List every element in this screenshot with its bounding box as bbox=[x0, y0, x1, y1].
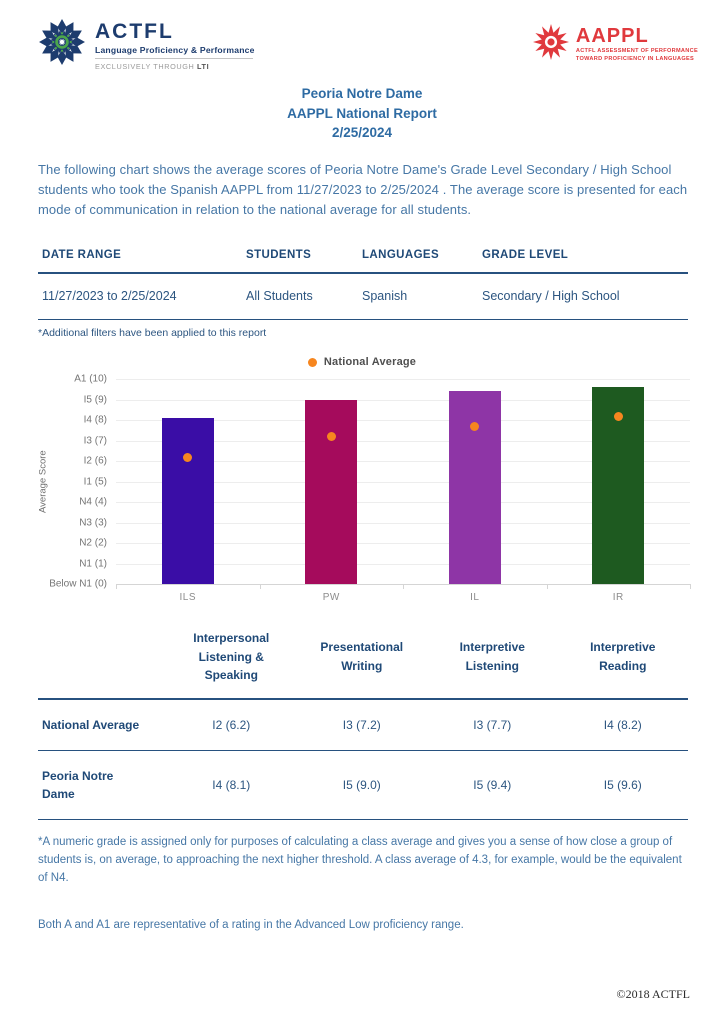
report-title-block bbox=[0, 84, 724, 143]
filters-value-grade-level: Secondary / High School bbox=[482, 289, 620, 304]
y-tick-label: N1 (1) bbox=[79, 558, 107, 570]
legend-label: National Average bbox=[323, 356, 417, 369]
x-category-label: IL bbox=[470, 592, 480, 604]
gridline bbox=[116, 379, 690, 380]
copyright-footer: ©2018 ACTFL bbox=[616, 987, 690, 1001]
summary-value: I5 (9.0) bbox=[342, 778, 381, 793]
actfl-flower-icon bbox=[38, 18, 86, 71]
chart-legend bbox=[0, 356, 724, 368]
y-tick-label: I5 (9) bbox=[83, 394, 107, 406]
filters-header-row bbox=[38, 241, 688, 272]
summary-value: I5 (9.6) bbox=[603, 778, 642, 793]
national-average-dot-icon bbox=[308, 358, 317, 367]
filters-note: *Additional filters have been applied to this report bbox=[38, 327, 267, 340]
page-header bbox=[0, 0, 724, 71]
aappl-logo bbox=[533, 24, 698, 65]
x-axis-tick bbox=[260, 584, 261, 589]
filters-header-grade-level: GRADE LEVEL bbox=[482, 249, 569, 262]
filters-bottom-rule bbox=[38, 319, 688, 320]
national-average-dot bbox=[614, 412, 623, 421]
summary-bottom-rule bbox=[38, 819, 688, 820]
summary-value: I2 (6.2) bbox=[212, 717, 251, 732]
filters-value-row bbox=[38, 274, 688, 319]
y-tick-label: I4 (8) bbox=[83, 414, 107, 426]
report-title-date: 2/25/2024 bbox=[331, 125, 393, 141]
y-tick-label: N2 (2) bbox=[79, 537, 107, 549]
x-axis-tick bbox=[690, 584, 691, 589]
national-average-dot bbox=[327, 432, 336, 441]
filters-value-languages: Spanish bbox=[362, 289, 408, 304]
aappl-tagline: ACTFL ASSESSMENT OF PERFORMANCE TOWARD PROFICIENCY IN LANGUAGES bbox=[575, 47, 698, 62]
filters-header-date-range: DATE RANGE bbox=[42, 249, 122, 262]
y-tick-label: I2 (6) bbox=[83, 455, 107, 467]
bar-ils bbox=[162, 418, 214, 584]
filters-header-languages: LANGUAGES bbox=[362, 249, 440, 262]
y-tick-label: N4 (4) bbox=[79, 496, 107, 508]
x-axis-labels bbox=[116, 592, 690, 603]
chart-body bbox=[36, 373, 690, 590]
filters-value-students: All Students bbox=[246, 289, 313, 304]
summary-col-ir: Interpretive Reading bbox=[590, 640, 656, 673]
y-tick-label: I1 (5) bbox=[83, 476, 107, 488]
x-category-label: IR bbox=[612, 592, 624, 604]
report-title-school: Peoria Notre Dame bbox=[301, 86, 423, 101]
y-axis-title: Average Score bbox=[37, 450, 49, 513]
report-title-name: AAPPL National Report bbox=[287, 105, 437, 121]
actfl-subtagline: EXCLUSIVELY THROUGH LTI bbox=[95, 62, 210, 71]
summary-col-il: Interpretive Listening bbox=[459, 640, 525, 673]
summary-value: I3 (7.2) bbox=[342, 717, 381, 732]
bar-pw bbox=[305, 400, 357, 585]
summary-value: I3 (7.7) bbox=[473, 717, 512, 732]
filters-table bbox=[38, 241, 688, 320]
summary-table bbox=[38, 629, 688, 820]
y-tick-label: Below N1 (0) bbox=[49, 578, 107, 590]
actfl-name: ACTFL bbox=[95, 20, 174, 43]
filters-header-students: STUDENTS bbox=[246, 249, 312, 262]
x-category-label: PW bbox=[322, 592, 340, 604]
summary-value: I4 (8.2) bbox=[603, 717, 642, 732]
footnote-numeric-grade: *A numeric grade is assigned only for purposes of calculating a class average and gives you a sense of how close a group of students is, on average, to approaching the next higher threshold. A class average of 4.3, for example, would be the equivalent of N4. bbox=[38, 836, 682, 885]
actfl-divider bbox=[95, 58, 253, 59]
x-category-label: ILS bbox=[179, 592, 196, 604]
bar-il bbox=[449, 391, 501, 584]
summary-value: I4 (8.1) bbox=[212, 778, 251, 793]
x-axis-tick bbox=[547, 584, 548, 589]
x-axis-tick bbox=[403, 584, 404, 589]
actfl-tagline: Language Proficiency & Performance bbox=[95, 45, 255, 55]
y-axis-labels bbox=[49, 373, 116, 590]
actfl-logo bbox=[38, 18, 255, 71]
summary-value: I5 (9.4) bbox=[473, 778, 512, 793]
summary-col-pw: Presentational Writing bbox=[320, 640, 404, 673]
x-axis-tick bbox=[116, 584, 117, 589]
aappl-name: AAPPL bbox=[575, 24, 649, 47]
summary-col-ils: Interpersonal Listening & Speaking bbox=[193, 631, 270, 683]
national-average-dot bbox=[470, 422, 479, 431]
footnote-advanced-low: Both A and A1 are representative of a rating in the Advanced Low proficiency range. bbox=[38, 918, 464, 931]
aappl-logo-text bbox=[576, 26, 698, 63]
intro-paragraph: The following chart shows the average scores of Peoria Notre Dame's Grade Level Secondary / High School students who took the Spanish AAPPL from 11/27/2023 to 2/25/2024 . The average score is presented for each mode of communication in relation to the national average for all students. bbox=[38, 161, 688, 217]
score-chart bbox=[0, 356, 724, 603]
aappl-starburst-icon bbox=[533, 24, 569, 65]
y-tick-label: N3 (3) bbox=[79, 517, 107, 529]
summary-row-label-national: National Average bbox=[42, 717, 140, 732]
actfl-logo-text bbox=[95, 18, 255, 71]
y-tick-label: I3 (7) bbox=[83, 435, 107, 447]
national-average-dot bbox=[183, 453, 192, 462]
plot-area bbox=[116, 379, 690, 584]
summary-row-label-school: Peoria Notre Dame bbox=[42, 769, 114, 802]
filters-value-date-range: 11/27/2023 to 2/25/2024 bbox=[42, 289, 177, 304]
y-tick-label: A1 (10) bbox=[74, 373, 107, 385]
